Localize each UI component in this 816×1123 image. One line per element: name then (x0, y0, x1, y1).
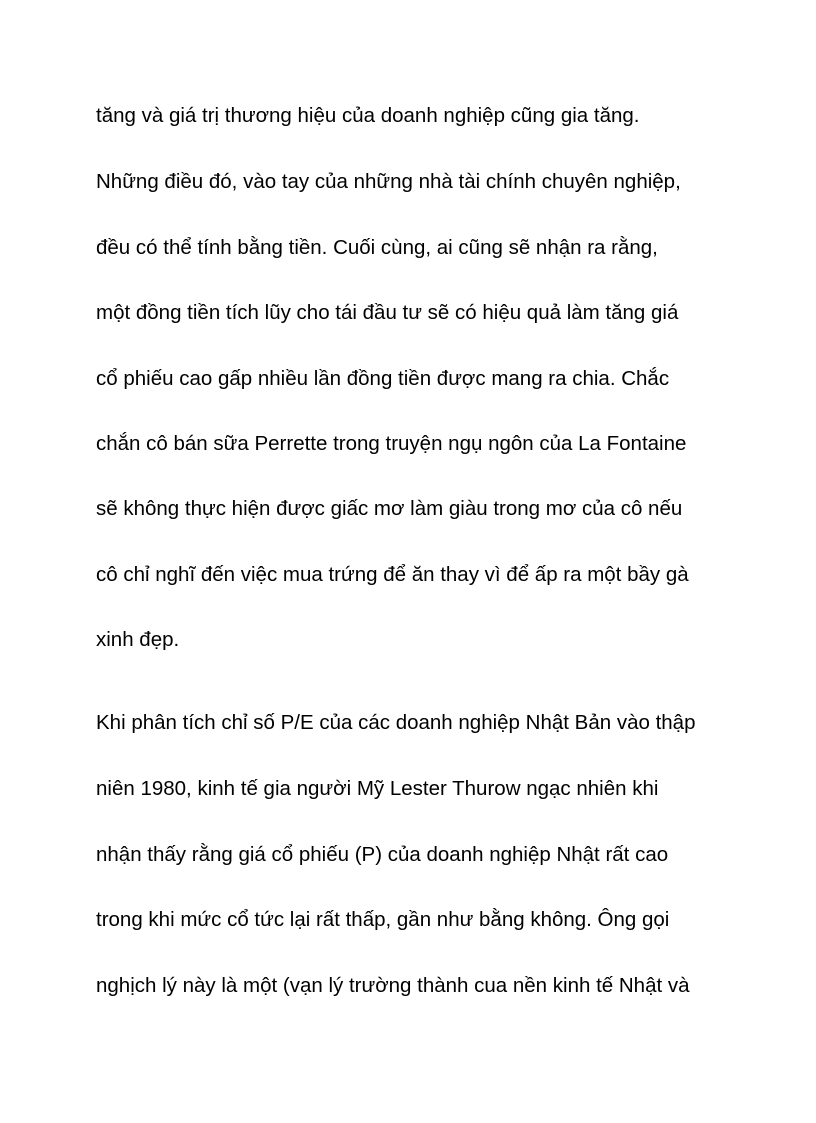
paragraph-2-line-2: niên 1980, kinh tế gia người Mỹ Lester Thurow ngạc nhiên khi (96, 777, 659, 800)
paragraph-1-line-9: xinh đẹp. (96, 628, 180, 651)
paragraph-1-line-1: tăng và giá trị thương hiệu của doanh nghiệp cũng gia tăng. (96, 104, 640, 127)
paragraph-2-line-1: Khi phân tích chỉ số P/E của các doanh nghiệp Nhật Bản vào thập (96, 711, 696, 734)
paragraph-1-line-8: cô chỉ nghĩ đến việc mua trứng để ăn thay vì để ấp ra một bầy gà (96, 563, 689, 586)
paragraph-1-line-7: sẽ không thực hiện được giấc mơ làm giàu trong mơ của cô nếu (96, 497, 683, 520)
paragraph-2-line-3: nhận thấy rằng giá cổ phiếu (P) của doanh nghiệp Nhật rất cao (96, 843, 669, 866)
paragraph-1-line-4: một đồng tiền tích lũy cho tái đầu tư sẽ có hiệu quả làm tăng giá (96, 301, 679, 324)
paragraph-1-line-5: cổ phiếu cao gấp nhiều lần đồng tiền được mang ra chia. Chắc (96, 367, 670, 390)
paragraph-2-line-5: nghịch lý này là một (vạn lý trường thành cua nền kinh tế Nhật và (96, 974, 690, 997)
paragraph-1-line-6: chắn cô bán sữa Perrette trong truyện ngụ ngôn của La Fontaine (96, 432, 687, 455)
paragraph-2-line-4: trong khi mức cổ tức lại rất thấp, gần như bằng không. Ông gọi (96, 908, 670, 931)
paragraph-1-line-2: Những điều đó, vào tay của những nhà tài chính chuyên nghiệp, (96, 170, 681, 193)
paragraph-1-line-3: đều có thể tính bằng tiền. Cuối cùng, ai cũng sẽ nhận ra rằng, (96, 236, 658, 259)
